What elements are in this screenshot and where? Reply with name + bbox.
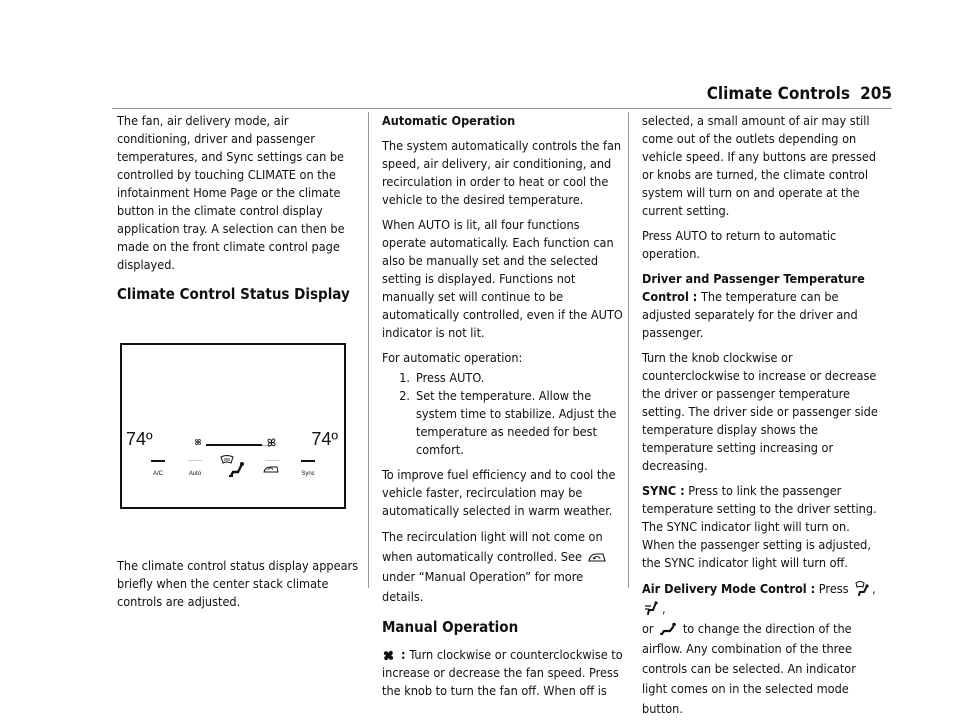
automatic-steps-list [382,369,624,459]
page-number: 205 [860,84,892,104]
fan-low-icon [194,438,202,446]
ac-label: A/C [152,471,163,477]
floor-airflow-icon [228,461,246,478]
temperature-control-paragraph: Driver and Passenger Temperature Control : The temperature can be adjusted separately for the driver and passenger. [642,271,865,340]
temperature-knob-paragraph: Turn the knob clockwise or counterclockwise to increase or decrease the driver or passenger temperature setting. The driver side or passenger side temperature display shows the temperature setting increasing or decreasing. [642,350,878,473]
automatic-paragraph-4: To improve fuel efficiency and to cool the vehicle faster, recirculation may be automatically selected in warm weather. [382,467,616,518]
fan-speed-bar [206,444,262,446]
list-item: 1. Press AUTO. [399,370,485,385]
climate-status-display [120,343,346,509]
air-delivery-paragraph: Air Delivery Mode Control : Press , , or to change the direction of the airflow. Any combination of the three controls can be selected. An indicator light comes on in the selected mode button. [642,581,876,716]
automatic-paragraph-3: For automatic operation: [382,350,523,365]
sync-paragraph: SYNC : Press to link the passenger temperature setting to the driver setting. The SYNC indicator light will turn on. When the passenger setting is adjusted, the SYNC indicator light will turn off. [642,483,877,570]
sync-label-text: SYNC : [642,483,685,498]
auto-label: Auto [188,471,202,477]
column-1 [117,112,359,618]
auto-return-paragraph: Press AUTO to return to automatic operation. [642,228,837,261]
sync-indicator-bar [301,460,315,462]
column-divider-1 [368,112,369,588]
air-delivery-label: Air Delivery Mode Control : [642,581,816,596]
sync-label: Sync [301,471,315,477]
fan-off-continued: selected, a small amount of air may still come out of the outlets depending on vehicle speed. If any buttons are pressed or knobs are turned, the climate control system will turn on and operate at the current setting. [642,113,877,218]
manual-operation-heading: Manual Operation [382,618,519,636]
recirculation-icon [263,465,279,474]
auto-indicator-bar [188,460,202,461]
passenger-temp-readout: 74º [311,429,338,449]
header-rule [112,108,892,109]
column-divider-2 [628,112,629,588]
column-2 [382,112,624,707]
automatic-paragraph-1: The system automatically controls the fan speed, air delivery, air conditioning, and recirculation in order to heat or cool the vehicle to the desired temperature. [382,138,622,207]
fan-icon [382,649,395,662]
column-3 [642,112,884,726]
status-display-description: The climate control status display appears briefly when the center stack climate controls are adjusted. [117,558,359,609]
vent-floor-mode-icon [644,600,660,616]
defrost-floor-mode-icon [854,580,870,596]
ac-indicator-bar [151,460,165,462]
intro-paragraph: The fan, air delivery mode, air conditioning, driver and passenger temperatures, and Sync settings can be controlled by touching CLIMATE on the infotainment Home Page or the climate button in the climate control display application tray. A selection can then be made on the front climate control page displayed. [117,113,345,272]
header-title: Climate Controls [706,84,850,104]
floor-mode-icon [659,622,677,636]
driver-temp-readout: 74º [126,429,153,449]
fan-high-icon [266,437,277,448]
list-item: 2. Set the temperature. Allow the system time to stabilize. Adjust the temperature as needed for best comfort. [399,388,617,457]
automatic-operation-subhead: Automatic Operation [382,113,516,128]
recirc-indicator-bar [266,460,280,461]
temperature-control-label: Driver and Passenger Temperature Control : [642,271,865,304]
recirculation-paragraph: The recirculation light will not come on when automatically controlled. See under “Manual Operation” for more details. [382,527,624,607]
automatic-paragraph-2: When AUTO is lit, all four functions operate automatically. Each function can also be manually set and the selected setting is displayed. Functions not manually set will continue to be automatically controlled, even if the AUTO indicator is not lit. [382,217,623,340]
recirculation-icon [588,551,606,564]
fan-control-paragraph: : Turn clockwise or counterclockwise to increase or decrease the fan speed. Press the knob to turn the fan off. When off is [382,647,623,698]
section-heading-status-display: Climate Control Status Display [117,285,350,303]
